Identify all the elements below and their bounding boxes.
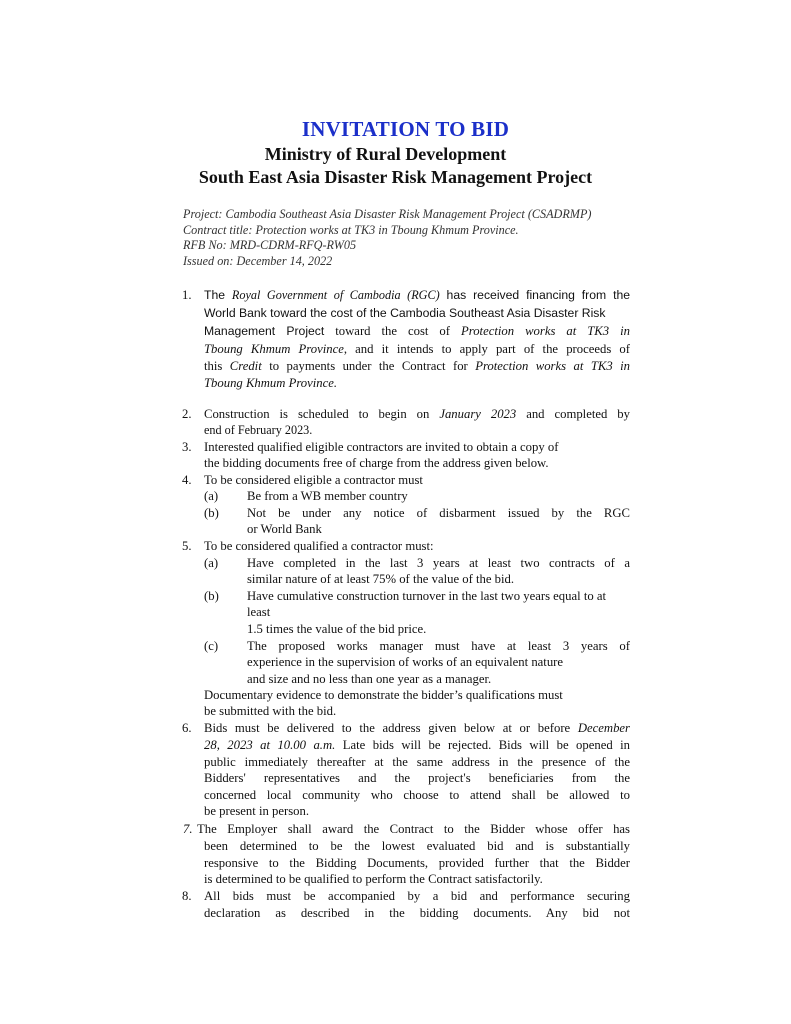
clause-7-line-1: The Employer shall award the Contract to the Bidder whose offer has: [197, 822, 630, 836]
clause-6-line-5: concerned local community who choose to attend shall be allowed to: [204, 788, 630, 802]
clause-5b-line-2: least: [247, 605, 271, 619]
ministry-heading: Ministry of Rural Development: [264, 144, 507, 164]
clause-3-line-1: Interested qualified eligible contractors are invited to obtain a copy of: [204, 440, 559, 454]
clause-3-line-2: the bidding documents free of charge from the address given below.: [204, 456, 549, 470]
meta-issued: Issued on: December 14, 2022: [183, 253, 333, 268]
clause-2-line-2: end of February 2023.: [204, 423, 313, 437]
subclause-label: (b): [204, 589, 219, 603]
meta-project: Project: Cambodia Southeast Asia Disaster Risk Management Project (CSADRMP): [183, 207, 592, 221]
clause-6-line-3: public immediately thereafter at the same address in the presence of the: [204, 755, 630, 769]
clause-7-line-2: been determined to be the lowest evaluated bid and is substantially: [204, 839, 630, 853]
clause-1-line-4: Tboung Khmum Province, and it intends to apply part of the proceeds of: [204, 342, 630, 356]
clause-1-line-2: World Bank toward the cost of the Cambodia Southeast Asia Disaster Risk: [204, 306, 606, 320]
project-heading: South East Asia Disaster Risk Management Project: [198, 167, 593, 187]
clause-4-line-1: To be considered eligible a contractor must: [204, 473, 423, 487]
clause-6-line-6: be present in person.: [204, 804, 309, 818]
meta-contract: Contract title: Protection works at TK3 in Tboung Khmum Province.: [183, 222, 519, 237]
clause-7-line-4: is determined to be qualified to perform the Contract satisfactorily.: [204, 872, 543, 886]
clause-1-line-5: this Credit to payments under the Contract for Protection works at TK3 in: [204, 359, 630, 373]
clause-5-line-1: To be considered qualified a contractor must:: [204, 539, 434, 553]
clause-number: 6.: [182, 721, 192, 735]
clause-4b-line-2: or World Bank: [247, 522, 322, 536]
clause-number: 2.: [182, 407, 192, 421]
clause-2-line-1: Construction is scheduled to begin on January 2023 and completed by: [204, 407, 630, 421]
subclause-label: (a): [204, 556, 219, 570]
clause-5b-line-1: Have cumulative construction turnover in the last two years equal to at: [247, 589, 607, 603]
clause-7-line-3: responsive to the Bidding Documents, provided further that the Bidder: [204, 856, 630, 870]
clause-number: 3.: [182, 440, 192, 454]
clause-5b-line-3: 1.5 times the value of the bid price.: [247, 622, 427, 636]
clause-1-line-3: Management Project toward the cost of Protection works at TK3 in: [204, 324, 630, 338]
clause-6-line-4: Bidders' representatives and the project's beneficiaries from the: [204, 771, 630, 785]
bid-metadata: [183, 207, 591, 269]
clause-number: 8.: [182, 889, 192, 903]
document-title: INVITATION TO BID: [301, 117, 510, 141]
subclause-label: (a): [204, 489, 219, 503]
clause-5-evidence-line-1: Documentary evidence to demonstrate the bidder’s qualifications must: [204, 688, 563, 702]
subclause-label: (b): [204, 506, 219, 520]
clause-number: 1.: [182, 288, 192, 302]
clause-number: 7.: [183, 822, 193, 836]
clause-8-line-1: All bids must be accompanied by a bid and performance securing: [204, 889, 630, 903]
clause-5c-line-2: experience in the supervision of works of an equivalent nature: [247, 655, 564, 669]
clause-5a-line-2: similar nature of at least 75% of the value of the bid.: [247, 572, 515, 586]
clause-1-line-6: Tboung Khmum Province.: [204, 376, 338, 390]
subclause-label: (c): [204, 639, 219, 653]
meta-rfb: RFB No: MRD-CDRM-RFQ-RW05: [183, 238, 357, 252]
clause-number: 5.: [182, 539, 192, 553]
clause-4b-line-1: Not be under any notice of disbarment issued by the RGC: [247, 506, 630, 520]
clause-number: 4.: [182, 473, 192, 487]
clause-6-line-2: 28, 2023 at 10.00 a.m. Late bids will be rejected. Bids will be opened in: [204, 738, 630, 752]
clause-5a-line-1: Have completed in the last 3 years at least two contracts of a: [247, 556, 630, 570]
clause-5c-line-3: and size and no less than one year as a manager.: [247, 672, 492, 686]
clause-8-line-2: declaration as described in the bidding documents. Any bid not: [204, 906, 630, 920]
clause-1-line-1: The Royal Government of Cambodia (RGC) has received financing from the: [204, 288, 631, 302]
clause-6-line-1: Bids must be delivered to the address given below at or before December: [204, 721, 630, 735]
clause-5c-line-1: The proposed works manager must have at least 3 years of: [247, 639, 630, 653]
clause-4a-text: Be from a WB member country: [247, 489, 408, 503]
clause-5-evidence-line-2: be submitted with the bid.: [204, 704, 337, 718]
